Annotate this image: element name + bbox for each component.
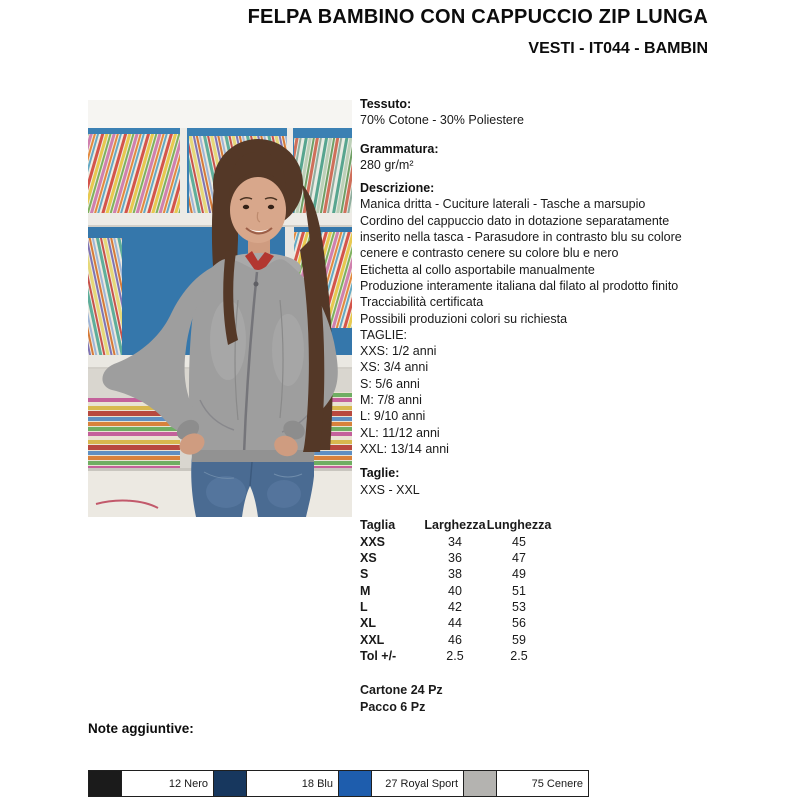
description-line: XS: 3/4 anni (360, 360, 429, 375)
product-photo-illustration (88, 100, 352, 517)
size-cell: 44 (448, 616, 462, 631)
size-table-row (360, 648, 552, 664)
size-cell: XS (360, 551, 377, 566)
pack-quantity: Pacco 6 Pz (360, 700, 426, 714)
size-cell: 2.5 (510, 648, 528, 663)
size-table-row (360, 534, 552, 550)
description-line: cenere e contrasto cenere su colore blu e nero (360, 246, 619, 261)
size-table-row (360, 566, 552, 582)
size-table-header: Lunghezza (486, 517, 552, 532)
size-table-header: Larghezza (424, 517, 486, 532)
spec-column (360, 96, 710, 716)
page-title: FELPA BAMBINO CON CAPPUCCIO ZIP LUNGA (247, 6, 708, 28)
size-cell: 56 (512, 616, 526, 631)
size-cell: Tol +/- (360, 648, 397, 663)
size-cell: L (360, 600, 368, 615)
size-cell: 38 (448, 567, 462, 582)
description-line: Produzione interamente italiana dal filato al prodotto finito (360, 278, 679, 293)
description-line: XL: 11/12 anni (360, 425, 440, 440)
color-label-cenere: 75 Cenere (497, 771, 589, 797)
size-cell: 46 (448, 632, 462, 647)
size-table-row (360, 583, 552, 599)
description-line: Cordino del cappuccio dato in dotazione separatamente (360, 213, 670, 228)
description-line: M: 7/8 anni (360, 393, 422, 408)
description-line: TAGLIE: (360, 327, 408, 342)
size-cell: 34 (448, 534, 462, 549)
size-cell: 40 (448, 583, 462, 598)
tessuto-label: Tessuto: (360, 97, 412, 111)
size-cell: 49 (512, 567, 526, 582)
size-cell: M (360, 583, 371, 598)
sheet-header (88, 6, 708, 58)
grammatura-value: 280 gr/m² (360, 157, 414, 172)
taglie-label: Taglie: (360, 466, 400, 481)
size-table-row (360, 599, 552, 615)
packaging-info (360, 682, 710, 716)
size-cell: 53 (512, 600, 526, 615)
description-line: Etichetta al collo asportabile manualmente (360, 262, 595, 277)
size-cell: 42 (448, 600, 462, 615)
size-cell: 45 (512, 534, 526, 549)
descrizione-label: Descrizione: (360, 181, 435, 196)
grammatura-label: Grammatura: (360, 141, 439, 156)
size-cell: XXL (360, 632, 385, 647)
size-table-header: Taglia (360, 517, 396, 532)
description-line: L: 9/10 anni (360, 409, 426, 424)
size-table-header-row (360, 516, 552, 534)
color-swatch-cenere (464, 771, 497, 797)
color-swatch-royal-sport (339, 771, 372, 797)
description-line: Manica dritta - Cuciture laterali - Tasche a marsupio (360, 197, 646, 212)
size-cell: XXS (360, 534, 386, 549)
description-line: S: 5/6 anni (360, 376, 420, 391)
description-line: Possibili produzioni colori su richiesta (360, 311, 568, 326)
additional-notes-label: Note aggiuntive: (88, 721, 194, 736)
color-swatch-nero (89, 771, 122, 797)
description-line: XXS: 1/2 anni (360, 344, 437, 359)
description-line: Tracciabilità certificata (360, 295, 484, 310)
size-cell: 47 (512, 551, 526, 566)
description-line: inserito nella tasca - Parasudore in contrasto blu su colore (360, 230, 682, 245)
size-cell: XL (360, 616, 376, 631)
tessuto-value: 70% Cotone - 30% Poliestere (360, 113, 524, 128)
product-photo (88, 100, 352, 517)
color-label-blu: 18 Blu (247, 771, 339, 797)
size-cell: 36 (448, 551, 462, 566)
carton-quantity: Cartone 24 Pz (360, 683, 443, 698)
color-label-nero: 12 Nero (122, 771, 214, 797)
size-table-row (360, 615, 552, 631)
taglie-value: XXS - XXL (360, 482, 420, 497)
product-code: VESTI - IT044 - BAMBIN (528, 40, 708, 57)
size-cell: S (360, 567, 369, 582)
size-cell: 59 (512, 632, 526, 647)
color-label-royal-sport: 27 Royal Sport (372, 771, 464, 797)
size-table-row (360, 632, 552, 648)
size-cell: 2.5 (446, 648, 464, 663)
size-table-row (360, 550, 552, 566)
size-table (360, 516, 552, 664)
description-line: XXL: 13/14 anni (360, 441, 449, 456)
color-options-bar (88, 770, 589, 797)
color-swatch-blu (214, 771, 247, 797)
size-cell: 51 (512, 583, 526, 598)
color-options-row (89, 771, 589, 797)
